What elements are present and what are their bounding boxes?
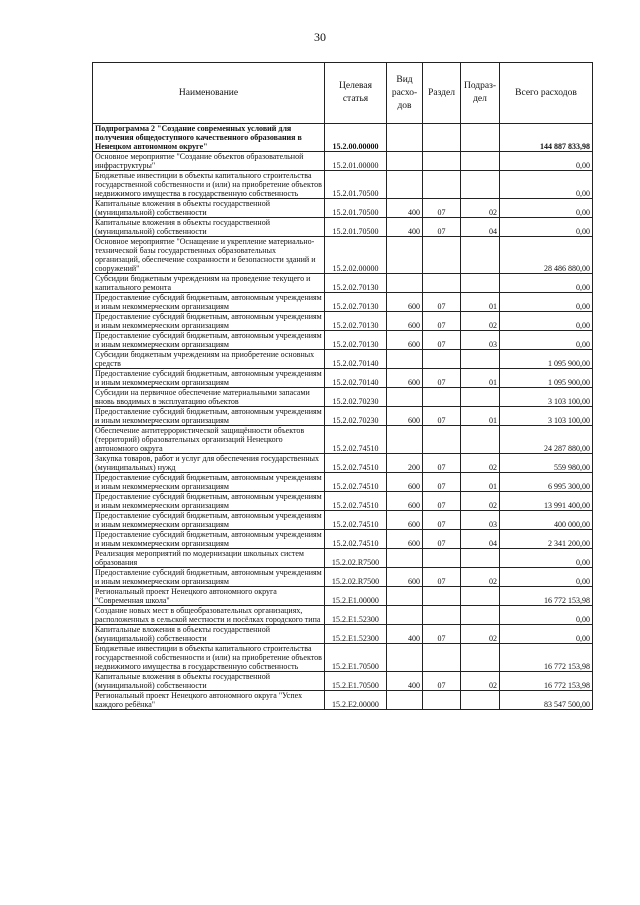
cell-total: 0,00 — [500, 152, 593, 171]
cell-total: 1 095 900,00 — [500, 369, 593, 388]
cell-total: 0,00 — [500, 274, 593, 293]
cell-podrazdel — [461, 549, 500, 568]
cell-razdel — [423, 691, 461, 710]
cell-name: Закупка товаров, работ и услуг для обеспечения государственных (муниципальных) нужд — [93, 454, 325, 473]
cell-podrazdel: 03 — [461, 511, 500, 530]
cell-code: 15.2.02.70230 — [325, 388, 387, 407]
table-row — [93, 124, 593, 152]
table-row — [93, 350, 593, 369]
cell-vid — [387, 171, 423, 199]
cell-razdel — [423, 350, 461, 369]
cell-vid: 400 — [387, 672, 423, 691]
cell-vid — [387, 644, 423, 672]
cell-code: 15.2.00.00000 — [325, 124, 387, 152]
cell-name: Региональный проект Ненецкого автономного округа "Успех каждого ребёнка" — [93, 691, 325, 710]
cell-podrazdel — [461, 237, 500, 274]
cell-code: 15.2.02.70140 — [325, 369, 387, 388]
table-row — [93, 171, 593, 199]
cell-razdel — [423, 426, 461, 454]
cell-razdel: 07 — [423, 218, 461, 237]
table-header-row — [93, 63, 593, 124]
cell-podrazdel: 02 — [461, 312, 500, 331]
cell-name: Реализация мероприятий по модернизации школьных систем образования — [93, 549, 325, 568]
cell-vid: 600 — [387, 331, 423, 350]
cell-podrazdel — [461, 350, 500, 369]
header-total: Всего расходов — [500, 63, 593, 124]
table-row — [93, 199, 593, 218]
cell-podrazdel: 04 — [461, 218, 500, 237]
cell-code: 15.2.02.70140 — [325, 350, 387, 369]
cell-name: Капитальные вложения в объекты государственной (муниципальной) собственности — [93, 199, 325, 218]
header-podrazdel: Подраз-дел — [461, 63, 500, 124]
cell-code: 15.2.01.70500 — [325, 218, 387, 237]
table-row — [93, 407, 593, 426]
cell-vid: 600 — [387, 293, 423, 312]
table-row — [93, 691, 593, 710]
cell-podrazdel: 01 — [461, 407, 500, 426]
table-row — [93, 568, 593, 587]
table-row — [93, 237, 593, 274]
cell-name: Субсидии на первичное обеспечение материальными запасами вновь вводимых в эксплуатацию объектов — [93, 388, 325, 407]
cell-total: 1 095 900,00 — [500, 350, 593, 369]
cell-total: 0,00 — [500, 549, 593, 568]
cell-name: Создание новых мест в общеобразовательных организациях, расположенных в сельской местности и посёлках городского типа — [93, 606, 325, 625]
cell-vid: 600 — [387, 407, 423, 426]
cell-total: 28 486 880,00 — [500, 237, 593, 274]
cell-name: Основное мероприятие "Оснащение и укрепление материально-технической базы государственных образовательных организаций, обеспечение сохранности и безопасности зданий и сооружений" — [93, 237, 325, 274]
cell-podrazdel: 02 — [461, 568, 500, 587]
cell-name: Капитальные вложения в объекты государственной (муниципальной) собственности — [93, 625, 325, 644]
cell-razdel — [423, 274, 461, 293]
cell-razdel — [423, 388, 461, 407]
cell-vid: 600 — [387, 473, 423, 492]
cell-vid: 600 — [387, 530, 423, 549]
cell-total: 13 991 400,00 — [500, 492, 593, 511]
cell-name: Предоставление субсидий бюджетным, автономным учреждениям и иным некоммерческим организациям — [93, 312, 325, 331]
cell-vid: 600 — [387, 492, 423, 511]
cell-vid: 600 — [387, 369, 423, 388]
cell-total: 0,00 — [500, 218, 593, 237]
table-row — [93, 672, 593, 691]
cell-code: 15.2.02.70130 — [325, 312, 387, 331]
cell-name: Предоставление субсидий бюджетным, автономным учреждениям и иным некоммерческим организациям — [93, 511, 325, 530]
page-number: 30 — [314, 30, 326, 44]
cell-vid: 200 — [387, 454, 423, 473]
cell-name: Предоставление субсидий бюджетным, автономным учреждениям и иным некоммерческим организациям — [93, 293, 325, 312]
cell-razdel: 07 — [423, 672, 461, 691]
cell-razdel: 07 — [423, 312, 461, 331]
cell-total: 400 000,00 — [500, 511, 593, 530]
cell-code: 15.2.02.70130 — [325, 331, 387, 350]
cell-code: 15.2.02.74510 — [325, 530, 387, 549]
table-row — [93, 331, 593, 350]
cell-vid — [387, 152, 423, 171]
cell-razdel: 07 — [423, 530, 461, 549]
cell-vid — [387, 274, 423, 293]
cell-total: 2 341 200,00 — [500, 530, 593, 549]
cell-podrazdel — [461, 124, 500, 152]
cell-podrazdel: 01 — [461, 473, 500, 492]
cell-total: 0,00 — [500, 199, 593, 218]
cell-name: Основное мероприятие "Создание объектов образовательной инфраструктуры" — [93, 152, 325, 171]
cell-vid — [387, 388, 423, 407]
cell-name: Предоставление субсидий бюджетным, автономным учреждениям и иным некоммерческим организациям — [93, 492, 325, 511]
table-row — [93, 492, 593, 511]
cell-code: 15.2.02.74510 — [325, 473, 387, 492]
cell-code: 15.2.02.74510 — [325, 454, 387, 473]
cell-name: Предоставление субсидий бюджетным, автономным учреждениям и иным некоммерческим организациям — [93, 568, 325, 587]
cell-razdel — [423, 606, 461, 625]
cell-podrazdel — [461, 691, 500, 710]
cell-podrazdel: 04 — [461, 530, 500, 549]
cell-razdel — [423, 237, 461, 274]
cell-podrazdel: 01 — [461, 293, 500, 312]
cell-vid: 600 — [387, 511, 423, 530]
cell-total: 559 980,00 — [500, 454, 593, 473]
cell-code: 15.2.E1.00000 — [325, 587, 387, 606]
cell-name: Предоставление субсидий бюджетным, автономным учреждениям и иным некоммерческим организациям — [93, 331, 325, 350]
cell-razdel — [423, 549, 461, 568]
cell-total: 83 547 500,00 — [500, 691, 593, 710]
cell-total: 0,00 — [500, 312, 593, 331]
cell-code: 15.2.02.70130 — [325, 274, 387, 293]
cell-vid — [387, 691, 423, 710]
cell-podrazdel — [461, 426, 500, 454]
cell-vid — [387, 587, 423, 606]
cell-razdel: 07 — [423, 473, 461, 492]
cell-name: Бюджетные инвестиции в объекты капитального строительства государственной собственности и (или) на приобретение объектов недвижимого имущества в государственную собственность — [93, 171, 325, 199]
table-row — [93, 511, 593, 530]
table-row — [93, 274, 593, 293]
cell-razdel — [423, 171, 461, 199]
cell-podrazdel — [461, 171, 500, 199]
cell-razdel: 07 — [423, 492, 461, 511]
cell-vid — [387, 350, 423, 369]
cell-razdel — [423, 124, 461, 152]
table-row — [93, 587, 593, 606]
table-row — [93, 549, 593, 568]
header-code: Целевая статья — [325, 63, 387, 124]
header-razdel: Раздел — [423, 63, 461, 124]
cell-vid — [387, 237, 423, 274]
cell-total: 24 287 880,00 — [500, 426, 593, 454]
cell-code: 15.2.E1.70500 — [325, 672, 387, 691]
cell-vid: 400 — [387, 218, 423, 237]
table-row — [93, 152, 593, 171]
cell-code: 15.2.E1.52300 — [325, 625, 387, 644]
cell-podrazdel — [461, 152, 500, 171]
table-row — [93, 218, 593, 237]
table-row — [93, 606, 593, 625]
cell-razdel — [423, 644, 461, 672]
cell-code: 15.2.E1.52300 — [325, 606, 387, 625]
cell-name: Предоставление субсидий бюджетным, автономным учреждениям и иным некоммерческим организациям — [93, 407, 325, 426]
cell-podrazdel — [461, 388, 500, 407]
cell-total: 3 103 100,00 — [500, 407, 593, 426]
cell-razdel: 07 — [423, 625, 461, 644]
cell-vid: 600 — [387, 312, 423, 331]
table-row — [93, 644, 593, 672]
cell-vid — [387, 426, 423, 454]
cell-code: 15.2.E2.00000 — [325, 691, 387, 710]
cell-vid — [387, 124, 423, 152]
cell-razdel: 07 — [423, 454, 461, 473]
cell-name: Предоставление субсидий бюджетным, автономным учреждениям и иным некоммерческим организациям — [93, 530, 325, 549]
table-row — [93, 369, 593, 388]
cell-razdel — [423, 152, 461, 171]
cell-total: 0,00 — [500, 568, 593, 587]
cell-code: 15.2.01.00000 — [325, 152, 387, 171]
cell-total: 3 103 100,00 — [500, 388, 593, 407]
cell-podrazdel — [461, 644, 500, 672]
cell-podrazdel: 02 — [461, 625, 500, 644]
table-row — [93, 388, 593, 407]
cell-vid — [387, 606, 423, 625]
cell-code: 15.2.02.R7500 — [325, 549, 387, 568]
cell-podrazdel: 02 — [461, 199, 500, 218]
header-vid: Вид расхо-дов — [387, 63, 423, 124]
table-row — [93, 530, 593, 549]
cell-podrazdel: 02 — [461, 492, 500, 511]
cell-total: 6 995 300,00 — [500, 473, 593, 492]
cell-name: Капитальные вложения в объекты государственной (муниципальной) собственности — [93, 672, 325, 691]
cell-podrazdel: 02 — [461, 672, 500, 691]
cell-code: 15.2.02.74510 — [325, 426, 387, 454]
cell-total: 144 887 833,98 — [500, 124, 593, 152]
cell-name: Подпрограмма 2 "Создание современных условий для получения общедоступного качественного образования в Ненецком автономном округе" — [93, 124, 325, 152]
cell-total: 0,00 — [500, 293, 593, 312]
cell-code: 15.2.02.74510 — [325, 492, 387, 511]
cell-total: 16 772 153,98 — [500, 672, 593, 691]
cell-razdel — [423, 587, 461, 606]
cell-name: Субсидии бюджетным учреждениям на приобретение основных средств — [93, 350, 325, 369]
cell-total: 0,00 — [500, 331, 593, 350]
cell-razdel: 07 — [423, 511, 461, 530]
budget-table — [92, 62, 593, 710]
table-row — [93, 454, 593, 473]
cell-code: 15.2.02.70230 — [325, 407, 387, 426]
cell-vid: 600 — [387, 568, 423, 587]
cell-vid: 400 — [387, 625, 423, 644]
table-body — [93, 124, 593, 710]
cell-vid — [387, 549, 423, 568]
cell-name: Региональный проект Ненецкого автономного округа "Современная школа" — [93, 587, 325, 606]
cell-code: 15.2.01.70500 — [325, 171, 387, 199]
cell-name: Капитальные вложения в объекты государственной (муниципальной) собственности — [93, 218, 325, 237]
cell-razdel: 07 — [423, 293, 461, 312]
cell-total: 0,00 — [500, 171, 593, 199]
table-row — [93, 312, 593, 331]
cell-code: 15.2.01.70500 — [325, 199, 387, 218]
cell-podrazdel: 01 — [461, 369, 500, 388]
cell-total: 0,00 — [500, 625, 593, 644]
table-row — [93, 426, 593, 454]
cell-podrazdel — [461, 606, 500, 625]
cell-podrazdel — [461, 587, 500, 606]
cell-name: Предоставление субсидий бюджетным, автономным учреждениям и иным некоммерческим организациям — [93, 473, 325, 492]
cell-name: Субсидии бюджетным учреждениям на проведение текущего и капитального ремонта — [93, 274, 325, 293]
cell-razdel: 07 — [423, 331, 461, 350]
header-name: Наименование — [93, 63, 325, 124]
cell-code: 15.2.02.70130 — [325, 293, 387, 312]
cell-podrazdel: 03 — [461, 331, 500, 350]
cell-podrazdel — [461, 274, 500, 293]
table-row — [93, 293, 593, 312]
cell-code: 15.2.02.74510 — [325, 511, 387, 530]
cell-razdel: 07 — [423, 568, 461, 587]
cell-podrazdel: 02 — [461, 454, 500, 473]
cell-code: 15.2.02.R7500 — [325, 568, 387, 587]
cell-name: Предоставление субсидий бюджетным, автономным учреждениям и иным некоммерческим организациям — [93, 369, 325, 388]
cell-total: 0,00 — [500, 606, 593, 625]
cell-total: 16 772 153,98 — [500, 587, 593, 606]
cell-name: Обеспечение антитеррористической защищённости объектов (территорий) образовательных организаций Ненецкого автономного округа — [93, 426, 325, 454]
cell-total: 16 772 153,98 — [500, 644, 593, 672]
cell-razdel: 07 — [423, 369, 461, 388]
cell-code: 15.2.02.00000 — [325, 237, 387, 274]
table-row — [93, 625, 593, 644]
cell-name: Бюджетные инвестиции в объекты капитального строительства государственной собственности и (или) на приобретение объектов недвижимого имущества в государственную собственность — [93, 644, 325, 672]
cell-code: 15.2.E1.70500 — [325, 644, 387, 672]
cell-razdel: 07 — [423, 199, 461, 218]
table-row — [93, 473, 593, 492]
cell-vid: 400 — [387, 199, 423, 218]
cell-razdel: 07 — [423, 407, 461, 426]
